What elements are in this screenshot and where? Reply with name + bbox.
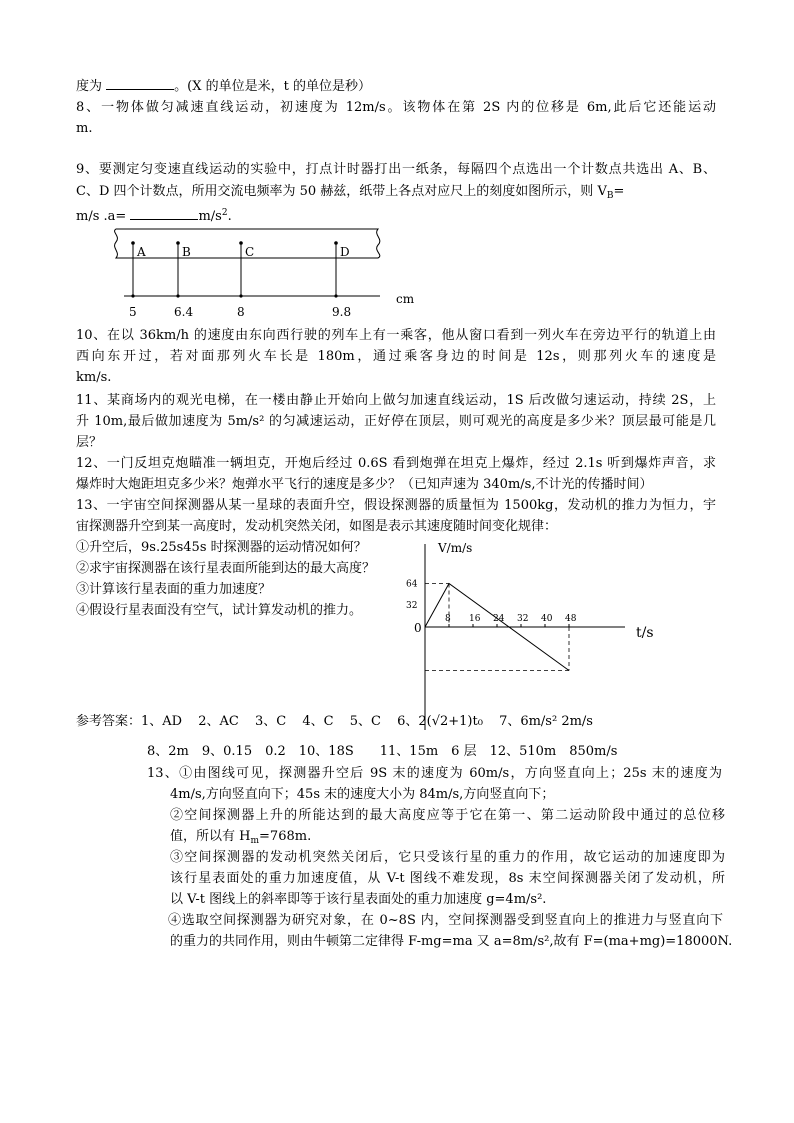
y-axis-label: V/m/s [438,541,473,555]
q8-line1: 8、一物体做匀减速直线运动，初速度为 12m/s。该物体在第 2S 内的位移是 6m,此后它还能运动 [76,100,716,115]
x-tick-label: 8 [445,614,451,624]
q9-line1: 9、要测定匀变速直线运动的实验中，打点计时器打出一纸条，每隔四个点选出一个计数点共选出 A、B、 [76,162,716,177]
q7-tail [76,77,716,95]
x-tick-label: 48 [565,614,577,624]
answer-13-line2: 4m/s,方向竖直向下；45s 末的速度大小为 84m/s,方向竖直向下； [170,787,555,802]
ruler-mark [176,294,179,297]
q12-line2: 爆炸时大炮距坦克多少米？炮弹水平飞行的速度是多少？（已知声速为 340m/s,不计光的传播时间） [76,477,653,492]
q13-sub-1: ①升空后，9s.25s45s 时探测器的运动情况如何？ [76,540,367,555]
q8-line2: m. [76,121,93,136]
q11-line2: 升 10m,最后做加速度为 5m/s² 的匀减速运动，正好停在顶层，则可观光的高度是多少米？顶层最可能是几 [76,414,716,429]
q10-line3: km/s. [76,370,112,385]
tape-point-dot [176,241,180,245]
q13-sub-2: ②求宇宙探测器在该行星表面所能到达的最大高度？ [76,561,376,576]
tape-point-label: A [137,245,146,259]
ticker-tape-figure [110,226,420,322]
answer-blank [130,207,198,220]
q9-line3: m/s $.a= m/s^2$. [76,208,232,224]
velocity-time-graph [400,530,680,740]
x-tick-label: 16 [469,614,481,624]
ruler-tick-label: 5 [129,305,137,319]
tape-point-dot [334,241,338,245]
answer-13-line5: ③空间探测器的发动机突然关闭后，它只受该行星的重力的作用，故它运动的加速度即为 [170,850,725,865]
answer-13-line9: 的重力的共同作用，则由牛顿第二定律得 F-mg=ma 又 a=8m/s²,故有 F=(ma+mg)=18000N. [170,934,733,949]
origin-label: 0 [414,621,422,635]
y-tick-label: 64 [406,579,418,590]
x-tick-label: 40 [541,614,553,624]
q7-text: 度为 [76,79,103,94]
q13-line2: 宙探测器升空到某一高度时，发动机突然关闭，如图是表示其速度随时间变化规律： [76,519,558,534]
tape-point-dot [239,241,243,245]
x-tick-label: 24 [493,614,505,624]
x-axis-label: t/s [636,625,654,641]
q13-line1: 13、一宇宙空间探测器从某一星球的表面升空，假设探测器的质量恒为 1500kg，发动机的推力为恒力，宇 [76,498,716,513]
ruler-mark [334,294,337,297]
q12-line1: 12、一门反坦克炮瞄准一辆坦克，开炮后经过 0.6S 看到炮弹在坦克上爆炸，经过 2.1s 听到爆炸声音，求 [76,456,716,471]
answer-13-line1: 13、①由图线可见，探测器升空后 9S 末的速度为 60m/s，方向竖直向上；25s 末的速度为 [147,766,722,781]
q11-line1: 11、某商场内的观光电梯，在一楼由静止开始向上做匀加速直线运动，1S 后改做匀速运动，持续 2S，上 [76,393,716,408]
ruler-tick-label: 8 [237,305,245,319]
tape-point-label: C [245,245,255,259]
tape-unit: cm [396,292,415,306]
q10-line1: 10、在以 36km/h 的速度由东向西行驶的列车上有一乘客，他从窗口看到一列火车在旁边平行的轨道上由 [76,328,716,343]
answer-13-line8: ④选取空间探测器为研究对象，在 0~8S 内，空间探测器受到竖直向上的推进力与竖直向下 [168,913,723,928]
answer-13-line7: 以 V-t 图线上的斜率即等于该行星表面处的重力加速度 g=4m/s². [170,892,547,907]
ruler-mark [239,294,242,297]
tape-point-label: B [182,245,191,259]
y-tick-label: 32 [406,601,418,612]
q11-line3: 层？ [76,435,103,450]
answer-blank [106,77,174,90]
q10-line2: 西向东开过，若对面那列火车长是 180m，通过乘客身边的时间是 12s，则那列火车的速度是 [76,349,716,364]
tape-point-label: D [340,245,350,259]
answer-13-line3: ②空间探测器上升的所能达到的最大高度应等于它在第一、第二运动阶段中通过的总位移 [170,808,725,823]
tape-point-dot [131,241,135,245]
answers-row1: 参考答案：1、AD 2、AC 3、C 4、C 5、C 6、2(√2+1)t₀ 7、6m/s² 2m/s [76,714,593,729]
answer-13-line6: 该行星表面处的重力加速度值，从 V-t 图线不难发现，8s 末空间探测器关闭了发动机，所 [170,871,725,886]
ruler-mark [131,294,134,297]
x-tick-label: 32 [517,614,529,624]
q13-sub-3: ③计算该行星表面的重力加速度？ [76,582,272,597]
ruler-tick-label: 6.4 [174,305,194,319]
ruler-tick-label: 9.8 [332,305,352,319]
q7-unit-note: 。(X 的单位是米，t 的单位是秒） [174,79,371,94]
q9-line2: C、D 四个计数点，所用交流电频率为 50 赫兹，纸带上各点对应尺上的刻度如图所示，则 $V_B=$ [76,184,625,201]
answer-13-line4: 值，所以有 $H_m=768m$. [170,829,312,846]
q13-sub-4: ④假设行星表面没有空气，试计算发动机的推力。 [76,603,363,618]
answers-row2: 8、2m 9、0.15 0.2 10、18S 11、15m 6 层 12、510m 850m/s [147,744,618,759]
